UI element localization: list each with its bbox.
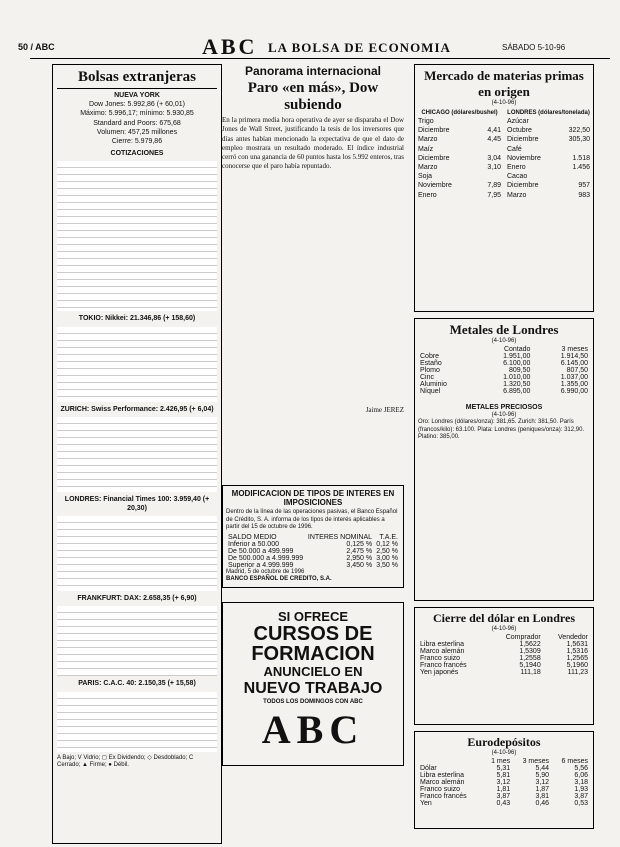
table-row: De 500.000 a 4.999.999 2,950 % 3,00 % <box>228 554 398 562</box>
list-item: Octubre 322,50 <box>507 127 590 135</box>
interest-sign: BANCO ESPAÑOL DE CREDITO, S.A. <box>226 576 332 583</box>
list-item: Diciembre 4,41 <box>418 127 501 135</box>
table-row: Franco suizo 1,81 1,87 1,93 <box>420 785 588 793</box>
ny-line: Cierre: 5.979,86 <box>111 138 163 146</box>
list-item: Cacao <box>507 173 528 181</box>
list-item: Marzo 3,10 <box>418 164 501 172</box>
interest-title: MODIFICACION DE TIPOS DE INTERES EN IMPOSICIONES <box>231 489 395 508</box>
ny-line: Standard and Poors: 675,68 <box>93 119 181 127</box>
dolar-box: Cierre del dólar en Londres (4-10-96) Comprador Vendedor Libra esterlina 1,5622 1,5631 Marco alemán 1,5309 1,5316 Franco suizo 1,2558 1,2565 Franco francés 5,1940 5,1960 Yen japonés 111,18 111,23 <box>414 607 594 725</box>
ad-line: ANUNCIELO EN <box>263 663 363 679</box>
table-row: Cobre 1.951,00 1.914,50 <box>420 352 588 360</box>
ad-line: FORMACION <box>251 642 375 665</box>
metales-box: Metales de Londres (4-10-96) Contado 3 meses Cobre 1.951,00 1.914,50 Estaño 6.100,00 6.145,00 Plomo 809,50 807,50 Cinc 1.010,00 1.037,00 Aluminio 1.320,50 1.355,00 Níquel 6.895,00 6.990,00 METALES PRECIOSOS (4-10-96) Oro: Londres (dólares/onza): 381,65. Zurich: 381,50. París (francos/kilo): 63.100. Plata: Londres (peniques/onza): 312,90. Platino: 385,00. <box>414 318 594 601</box>
materias-title: Mercado de materias primas en origen <box>424 68 584 99</box>
table-row: Estaño 6.100,00 6.145,00 <box>420 359 588 367</box>
page-number: 50 / ABC <box>18 42 55 52</box>
table-row: Plomo 809,50 807,50 <box>420 366 588 374</box>
ad-line: NUEVO TRABAJO <box>243 679 383 697</box>
list-item: Trigo <box>418 118 434 125</box>
table-row: Inferior a 50.000 0,125 % 0,12 % <box>228 540 398 548</box>
frankfurt-quotes <box>57 606 217 676</box>
table-row: Yen 0,43 0,46 0,53 <box>420 799 588 807</box>
ny-line: Dow Jones: 5.992,86 (+ 60,01) <box>89 101 185 109</box>
section-title: LA BOLSA DE ECONOMIA <box>268 40 451 55</box>
euro-table: 1 mes 3 meses 6 meses Dólar 5,31 5,44 5,56 Libra esterlina 5,81 5,90 6,06 Marco alemán 3,12 3,12 3,18 Franco suizo 1,81 1,87 1,93 Franco francés 3,87 3,81 3,87 Yen 0,43 0,46 0,53 <box>420 757 588 807</box>
ny-heading: NUEVA YORK <box>114 92 160 99</box>
paris-index: PARIS: C.A.C. 40: 2.150,35 (+ 15,58) <box>78 680 196 688</box>
list-item: Maíz <box>418 145 434 153</box>
londres-quotes <box>57 516 217 591</box>
table-row: Franco francés 3,87 3,81 3,87 <box>420 792 588 800</box>
frankfurt-index: FRANKFURT: DAX: 2.658,35 (+ 6,90) <box>77 595 197 603</box>
interest-table: SALDO MEDIO INTERES NOMINAL T.A.E. Inferior a 50.000 0,125 % 0,12 % De 50.000 a 499.999 2,475 % 2,50 % De 500.000 a 4.999.999 2,950 % 3,00 % Superior a 4.999.999 3,450 % 3,50 % <box>228 533 398 569</box>
list-item: Enero 7,95 <box>418 191 501 199</box>
ny-line: Máximo: 5.996,17; mínimo: 5.930,85 <box>80 110 194 118</box>
list-item: Noviembre 7,89 <box>418 182 501 190</box>
table-row: Marco alemán 1,5309 1,5316 <box>420 647 588 655</box>
ad-line: TODOS LOS DOMINGOS CON ABC <box>263 698 363 705</box>
brand-logo: ABC <box>202 34 258 59</box>
table-row: Aluminio 1.320,50 1.355,00 <box>420 380 588 388</box>
precious-text: Oro: Londres (dólares/onza): 381,65. Zurich: 381,50. París (francos/kilo): 63.100. Plata: Londres (peniques/onza): 312,90. Platino: 385,00. <box>418 419 585 441</box>
ad-line: CURSOS DE <box>253 622 373 645</box>
table-row: Franco francés 5,1940 5,1960 <box>420 661 588 669</box>
legend: A Bajo; V Vidrio; ◻ Ex Dividendo; ◇ Desdoblado; C Cerrado; ▲ Firme; ● Débil. <box>57 754 194 769</box>
table-row: Libra esterlina 5,81 5,90 6,06 <box>420 771 588 779</box>
paris-quotes <box>57 692 217 752</box>
list-item: Café <box>507 145 522 153</box>
interest-intro: Dentro de la línea de las operaciones pasivas, el Banco Español de Crédito, S. A. informa de los tipos de interés aplicables a partir del 15 de octubre de 1996. <box>226 509 398 531</box>
interest-box <box>222 485 404 588</box>
table-row: Yen japonés 111,18 111,23 <box>420 668 588 676</box>
table-row: De 50.000 a 499.999 2,475 % 2,50 % <box>228 547 398 555</box>
metales-title: Metales de Londres <box>449 322 559 337</box>
panorama-body: En la primera media hora operativa de ayer se disparaba el Dow Jones de Wall Street, justificando la tesis de los inversores que días antes habían mencionado la expectativa de que el dato de empleo mostrara un resultado moderado. El índice industrial cerró con una ganancia de 60 puntos hasta los 5.992 enteros, tras conocerse que el paro había repuntado. <box>222 116 404 171</box>
cotizaciones-heading: COTIZACIONES <box>110 150 164 158</box>
eurodepositos-box: Eurodepósitos (4-10-96) 1 mes 3 meses 6 meses Dólar 5,31 5,44 5,56 Libra esterlina 5,81 5,90 6,06 Marco alemán 3,12 3,12 3,18 Franco suizo 1,81 1,87 1,93 Franco francés 3,87 3,81 3,87 Yen 0,43 0,46 0,53 <box>414 731 594 829</box>
table-row: Superior a 4.999.999 3,450 % 3,50 % <box>228 561 398 569</box>
list-item: Soja <box>418 173 433 181</box>
middle-column <box>222 64 404 766</box>
list-item: Diciembre 3,04 <box>418 154 501 162</box>
table-row: Marco alemán 3,12 3,12 3,18 <box>420 778 588 786</box>
list-item: Azúcar <box>507 118 529 125</box>
dolar-table: Comprador Vendedor Libra esterlina 1,5622 1,5631 Marco alemán 1,5309 1,5316 Franco suizo 1,2558 1,2565 Franco francés 5,1940 5,1960 Yen japonés 111,18 111,23 <box>420 633 588 676</box>
list-item: Enero 1.456 <box>507 164 590 172</box>
list-item: Diciembre 305,30 <box>507 136 590 144</box>
abc-logo: ABC <box>261 707 365 753</box>
list-item: Noviembre 1.518 <box>507 154 590 162</box>
list-item: Marzo 4,45 <box>418 136 501 144</box>
bolsas-column <box>52 64 222 844</box>
metales-table: Contado 3 meses Cobre 1.951,00 1.914,50 Estaño 6.100,00 6.145,00 Plomo 809,50 807,50 Cinc 1.010,00 1.037,00 Aluminio 1.320,50 1.355,00 Níquel 6.895,00 6.990,00 <box>420 345 588 395</box>
issue-date: SÁBADO 5-10-96 <box>502 43 566 52</box>
list-item: Diciembre 957 <box>507 182 590 190</box>
list-item: Marzo 983 <box>507 191 590 199</box>
tokio-quotes <box>57 327 217 402</box>
panorama-headline: Paro «en más», Dow subiendo <box>247 80 379 113</box>
tokio-index: TOKIO: Nikkei: 21.346,86 (+ 158,60) <box>78 315 196 323</box>
ny-line: Volumen: 457,25 millones <box>96 128 178 136</box>
londres-index: LONDRES: Financial Times 100: 3.959,40 (+ 20,30) <box>64 495 210 513</box>
table-row: Cinc 1.010,00 1.037,00 <box>420 373 588 381</box>
materias-date: (4-10-96) <box>491 100 517 106</box>
ad-line: SI OFRECE <box>277 608 349 624</box>
right-column <box>414 64 594 829</box>
nuevo-trabajo-ad <box>222 602 404 766</box>
zurich-quotes <box>57 417 217 492</box>
materias-box: Mercado de materias primas en origen (4-10-96) CHICAGO (dólares/bushel) Trigo Diciembre 4,41 Marzo 4,45 Maíz Diciembre 3,04 Marzo 3,10 Soja Noviembre 7,89 Enero 7,95 LONDRES (dólares/tonelada) Azúcar Octubre 322,50 Diciembre 305,30 Café Noviembre 1.518 Enero 1.456 Cacao Diciembre 957 Marzo 983 <box>414 64 594 312</box>
table-row: Libra esterlina 1,5622 1,5631 <box>420 640 588 648</box>
table-row: Franco suizo 1,2558 1,2565 <box>420 654 588 662</box>
zurich-index: ZURICH: Swiss Performance: 2.426,95 (+ 6,04) <box>60 405 214 413</box>
panorama-byline: Jaime JEREZ <box>365 406 404 414</box>
table-row: Níquel 6.895,00 6.990,00 <box>420 387 588 395</box>
interest-place: Madrid, 5 de octubre de 1996 <box>226 568 305 575</box>
panorama-kicker: Panorama internacional <box>244 64 382 78</box>
table-row: Dólar 5,31 5,44 5,56 <box>420 764 588 772</box>
quotes-table <box>57 161 217 311</box>
bolsas-title: Bolsas extranjeras <box>78 69 196 85</box>
